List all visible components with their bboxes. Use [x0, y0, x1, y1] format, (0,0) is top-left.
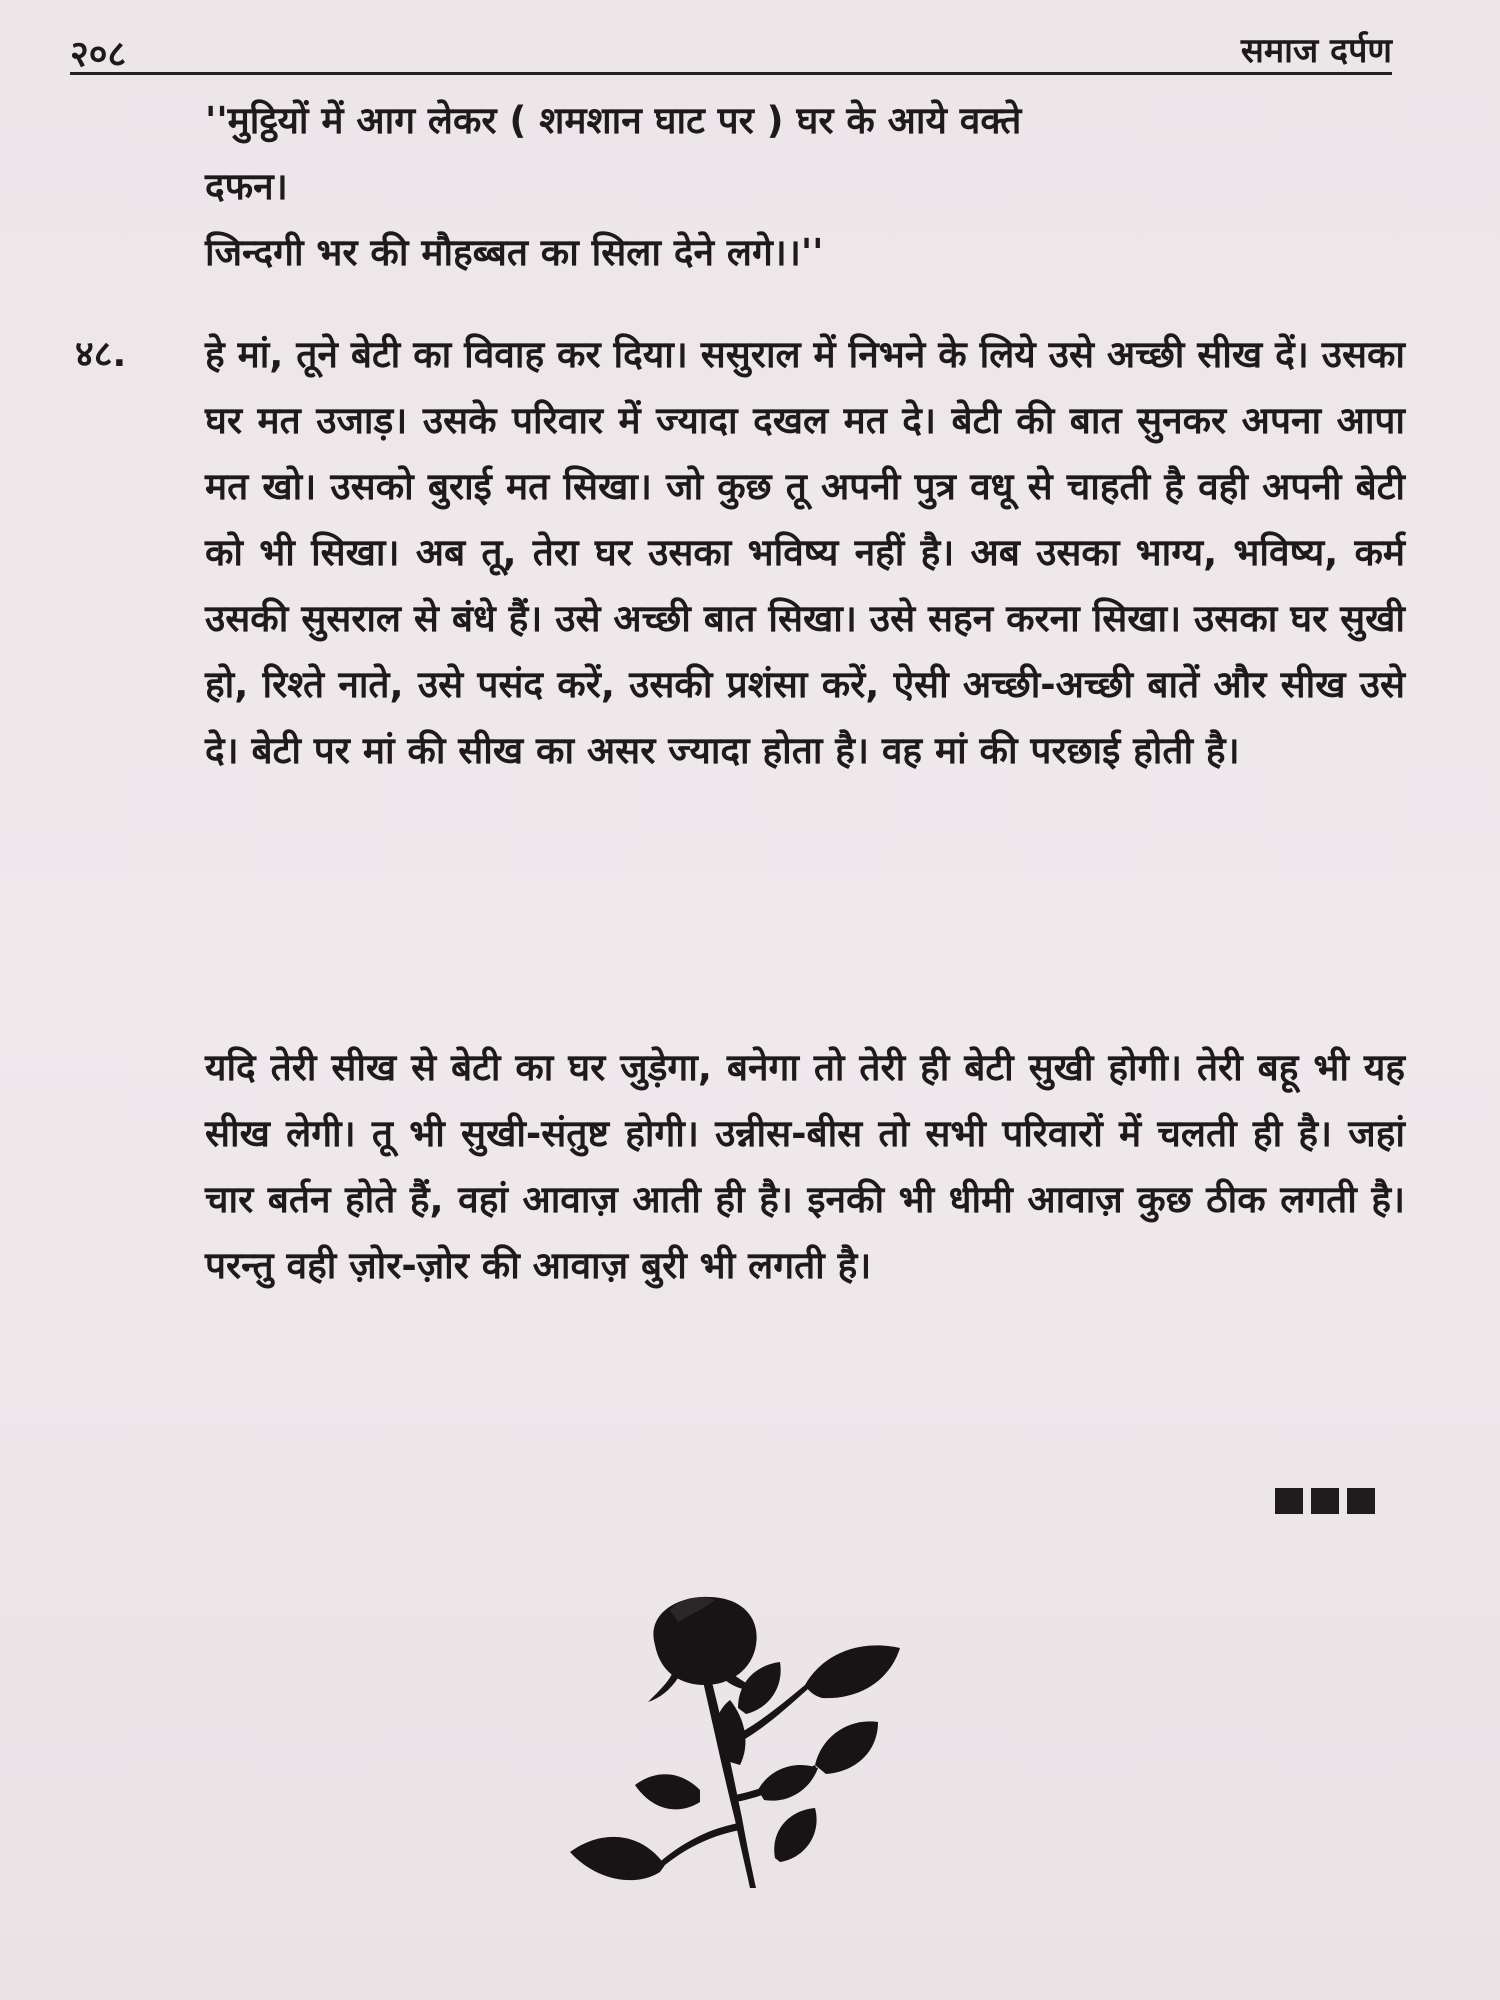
paragraph-continuation: [205, 1035, 1405, 1299]
quote-line-3: जिन्दगी भर की मौहब्बत का सिला देने लगे।।'': [205, 231, 824, 274]
end-square-icon: [1275, 1488, 1303, 1514]
paragraph-continuation-text: यदि तेरी सीख से बेटी का घर जुड़ेगा, बनेगा तो तेरी ही बेटी सुखी होगी। तेरी बहू भी यह सीख लेगी। तू भी सुखी-संतुष्ट होगी। उन्नीस-बीस तो सभी परिवारों में चलती ही है। जहां चार बर्तन होते हैं, वहां आवाज़ आती ही है। इनकी भी धीमी आवाज़ कुछ ठीक लगती है। परन्तु वही ज़ोर-ज़ोर की आवाज़ बुरी भी लगती है।: [205, 1046, 1405, 1287]
three-squares-icon: [1275, 1488, 1375, 1514]
paragraph-number: ४८.: [75, 334, 127, 375]
end-square-icon: [1347, 1488, 1375, 1514]
rose-illustration: [560, 1590, 940, 1890]
quote-block: [205, 88, 1405, 286]
page-number: २०८: [70, 34, 127, 75]
paragraph-48: [205, 322, 1405, 784]
quote-line-2: दफन।: [205, 165, 288, 208]
paragraph-48-text: हे मां, तूने बेटी का विवाह कर दिया। ससुराल में निभने के लिये उसे अच्छी सीख दें। उसका घर मत उजाड़। उसके परिवार में ज्यादा दखल मत दे। बेटी की बात सुनकर अपना आपा मत खो। उसको बुराई मत सिखा। जो कुछ तू अपनी पुत्र वधू से चाहती है वही अपनी बेटी को भी सिखा। अब तू, तेरा घर उसका भविष्य नहीं है। अब उसका भाग्य, भविष्य, कर्म उसकी सुसराल से बंधे हैं। उसे अच्छी बात सिखा। उसे सहन करना सिखा। उसका घर सुखी हो, रिश्ते नाते, उसे पसंद करें, उसकी प्रशंसा करें, ऐसी अच्छी-अच्छी बातें और सीख उसे दे। बेटी पर मां की सीख का असर ज्यादा होता है। वह मां की परछाई होती है।: [205, 333, 1405, 772]
quote-line-1: ''मुट्ठियों में आग लेकर ( शमशान घाट पर ) घर के आये वक्ते: [205, 99, 1022, 142]
running-title: समाज दर्पण: [1240, 31, 1392, 71]
page-header: [70, 20, 1392, 75]
end-square-icon: [1311, 1488, 1339, 1514]
